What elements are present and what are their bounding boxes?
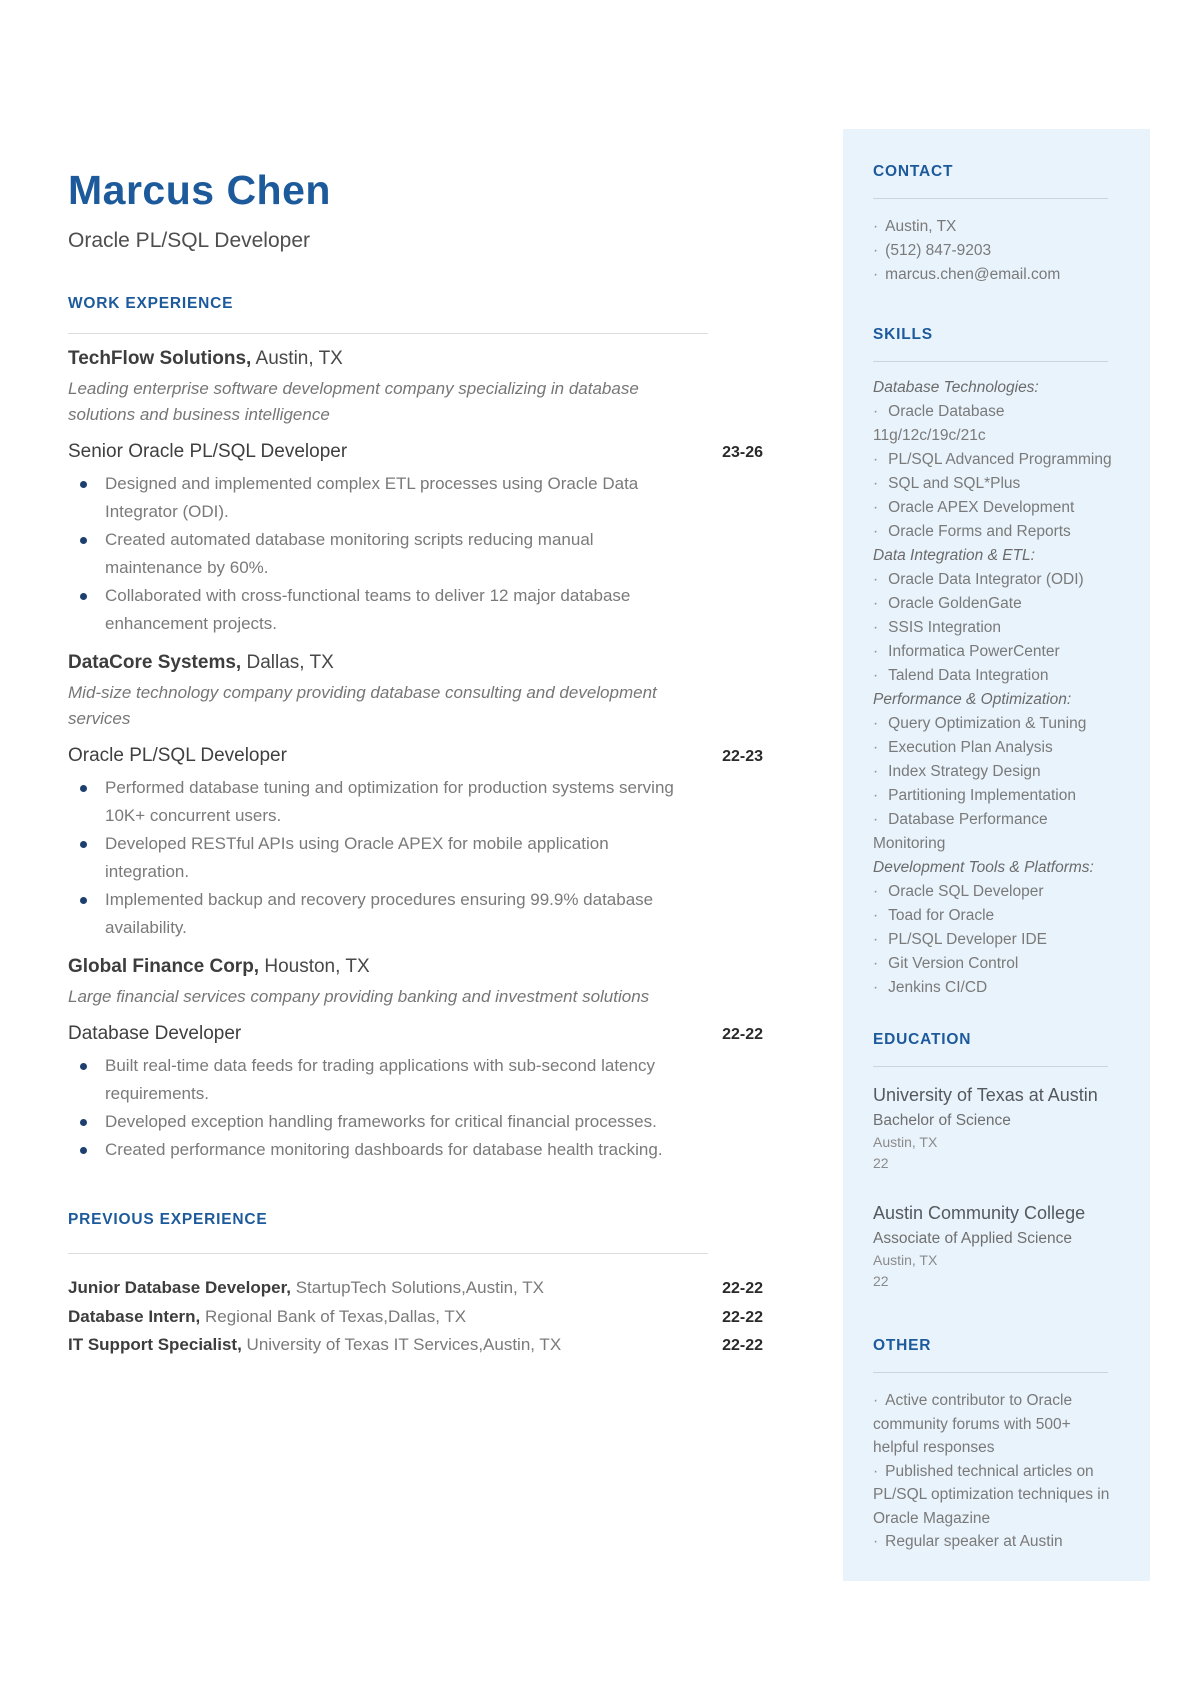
- sidebar-divider: [873, 1066, 1108, 1067]
- skill-item: · PL/SQL Developer IDE: [873, 931, 1047, 948]
- bullet-dot-icon: ·: [873, 242, 879, 259]
- bullet-dot-icon: ·: [873, 523, 879, 540]
- bullet-dot-icon: ·: [873, 499, 879, 516]
- bullet-dot-icon: ·: [873, 475, 879, 492]
- person-name: Marcus Chen: [68, 167, 331, 213]
- previous-experience-row: [68, 1274, 763, 1303]
- sidebar-divider: [873, 361, 1108, 362]
- skill-item: · Informatica PowerCenter: [873, 643, 1060, 660]
- previous-role-title: IT Support Specialist,: [68, 1335, 242, 1354]
- company-line: [68, 346, 763, 371]
- school-year: 22: [873, 1155, 889, 1171]
- bullet-dot-icon: ·: [873, 619, 879, 636]
- skill-item: · Oracle Data Integrator (ODI): [873, 571, 1084, 588]
- work-experience-heading: WORK EXPERIENCE: [68, 295, 234, 312]
- company-description: Leading enterprise software development company specializing in database solutions and business intelligence: [68, 379, 639, 424]
- role-bullet: Developed RESTful APIs using Oracle APEX for mobile application integration.: [105, 830, 680, 886]
- person-title: Oracle PL/SQL Developer: [68, 229, 311, 252]
- education-list: [873, 1083, 1115, 1292]
- school-degree: Associate of Applied Science: [873, 1230, 1073, 1247]
- role-header: [68, 439, 763, 465]
- skill-item: · Query Optimization & Tuning: [873, 715, 1087, 732]
- role-dates: 22-22: [722, 1026, 763, 1043]
- role-title: Oracle PL/SQL Developer: [68, 745, 287, 766]
- bullet-dot-icon: ·: [873, 979, 879, 996]
- bullet-dot-icon: ·: [873, 1462, 879, 1480]
- bullet-dot-icon: ·: [873, 1533, 879, 1550]
- role-bullet: Developed exception handling frameworks for critical financial processes.: [105, 1108, 680, 1136]
- work-experience-list: [68, 346, 763, 1164]
- bullet-dot-icon: ·: [873, 266, 879, 283]
- previous-role-dates: 22-22: [722, 1337, 763, 1354]
- main-column: [68, 0, 763, 1360]
- role-bullet: Performed database tuning and optimization for production systems serving 10K+ concurrent users.: [105, 774, 680, 830]
- role-title: Database Developer: [68, 1023, 242, 1044]
- contact-item: · Austin, TX: [873, 218, 957, 235]
- previous-experience-row: [68, 1303, 763, 1332]
- skill-item: · Database Performance Monitoring: [873, 811, 1048, 852]
- previous-role-title: Junior Database Developer,: [68, 1278, 291, 1297]
- bullet-dot-icon: ·: [873, 955, 879, 972]
- previous-role-dates: 22-22: [722, 1280, 763, 1297]
- previous-experience-row: [68, 1331, 763, 1360]
- role-dates: 22-23: [722, 748, 763, 765]
- bullet-dot-icon: ·: [873, 571, 879, 588]
- bullet-dot-icon: ·: [873, 883, 879, 900]
- skill-item: · Jenkins CI/CD: [873, 979, 988, 996]
- company-name: TechFlow Solutions,: [68, 348, 252, 369]
- education-heading: EDUCATION: [873, 1031, 972, 1048]
- skill-category: Performance & Optimization:: [873, 691, 1072, 708]
- company-line: [68, 650, 763, 675]
- role-title: Senior Oracle PL/SQL Developer: [68, 441, 348, 462]
- role-bullet: Created automated database monitoring scripts reducing manual maintenance by 60%.: [105, 526, 680, 582]
- school-name: University of Texas at Austin: [873, 1085, 1098, 1105]
- role-bullet: Implemented backup and recovery procedures ensuring 99.9% database availability.: [105, 886, 680, 942]
- company-location: Dallas, TX: [246, 652, 334, 673]
- skill-item: · Index Strategy Design: [873, 763, 1041, 780]
- contact-heading: CONTACT: [873, 163, 954, 180]
- previous-role-title: Database Intern,: [68, 1306, 201, 1326]
- section-divider: [68, 1253, 708, 1254]
- sidebar-divider: [873, 198, 1108, 199]
- school-location: Austin, TX: [873, 1252, 938, 1268]
- company-location: Austin, TX: [255, 348, 343, 369]
- school-location: Austin, TX: [873, 1134, 938, 1150]
- sidebar-divider: [873, 1372, 1108, 1373]
- role-bullet: Built real-time data feeds for trading applications with sub-second latency requirements.: [105, 1052, 680, 1108]
- bullet-dot-icon: ·: [873, 739, 879, 756]
- bullet-dot-icon: ·: [873, 451, 879, 468]
- skill-item: · PL/SQL Advanced Programming: [873, 451, 1112, 468]
- skills-list: [873, 376, 1115, 1000]
- contact-list: [873, 215, 1115, 287]
- previous-role-text: IT Support Specialist, University of Texas IT Services,Austin, TX: [68, 1335, 562, 1354]
- section-divider: [68, 333, 708, 334]
- company-name: Global Finance Corp,: [68, 956, 260, 977]
- school-name: Austin Community College: [873, 1203, 1086, 1223]
- skill-category: Database Technologies:: [873, 379, 1039, 396]
- company-location: Houston, TX: [264, 956, 370, 977]
- bullet-dot-icon: ·: [873, 811, 879, 828]
- skill-item: · SQL and SQL*Plus: [873, 475, 1021, 492]
- bullet-dot-icon: ·: [873, 715, 879, 732]
- other-item: · Published technical articles on PL/SQL optimization techniques in Oracle Magazine: [873, 1462, 1110, 1527]
- skill-category: Development Tools & Platforms:: [873, 859, 1094, 876]
- role-dates: 23-26: [722, 444, 763, 461]
- sidebar-column: [873, 0, 1115, 1554]
- role-bullet: Collaborated with cross-functional teams to deliver 12 major database enhancement projects.: [105, 582, 680, 638]
- other-heading: OTHER: [873, 1337, 932, 1354]
- skill-item: · SSIS Integration: [873, 619, 1002, 636]
- bullet-dot-icon: ·: [873, 595, 879, 612]
- skill-category: Data Integration & ETL:: [873, 547, 1035, 564]
- company-description: Large financial services company providing banking and investment solutions: [68, 987, 650, 1006]
- skill-item: · Oracle APEX Development: [873, 499, 1075, 516]
- company-entry: [68, 954, 763, 1164]
- bullet-dot-icon: ·: [873, 667, 879, 684]
- previous-role-text: Junior Database Developer, StartupTech Solutions,Austin, TX: [68, 1278, 544, 1297]
- school-degree: Bachelor of Science: [873, 1112, 1011, 1129]
- other-item: · Active contributor to Oracle community forums with 500+ helpful responses: [873, 1392, 1073, 1456]
- skill-item: · Talend Data Integration: [873, 667, 1049, 684]
- previous-role-dates: 22-22: [722, 1308, 763, 1326]
- bullet-dot-icon: ·: [873, 1392, 879, 1409]
- skill-item: · Oracle SQL Developer: [873, 883, 1044, 900]
- company-line: [68, 954, 763, 979]
- education-entry: [873, 1083, 1115, 1174]
- skill-item: · Oracle GoldenGate: [873, 595, 1022, 612]
- bullet-dot-icon: ·: [873, 931, 879, 948]
- skill-item: · Toad for Oracle: [873, 907, 995, 924]
- role-bullet: Created performance monitoring dashboards for database health tracking.: [105, 1136, 680, 1164]
- contact-item: · (512) 847-9203: [873, 242, 992, 259]
- skills-heading: SKILLS: [873, 326, 933, 343]
- role-bullet-list: [68, 1052, 763, 1164]
- company-name: DataCore Systems,: [68, 652, 242, 673]
- role-bullet-list: [68, 774, 763, 942]
- bullet-dot-icon: ·: [873, 763, 879, 780]
- bullet-dot-icon: ·: [873, 403, 879, 420]
- skill-item: · Partitioning Implementation: [873, 787, 1076, 804]
- school-year: 22: [873, 1273, 889, 1289]
- role-bullet-list: [68, 470, 763, 638]
- bullet-dot-icon: ·: [873, 787, 879, 804]
- skill-item: · Oracle Forms and Reports: [873, 523, 1071, 540]
- previous-role-text: Database Intern, Regional Bank of Texas,Dallas, TX: [68, 1306, 467, 1326]
- company-entry: [68, 650, 763, 942]
- skill-item: · Oracle Database 11g/12c/19c/21c: [873, 403, 1005, 444]
- education-entry: [873, 1201, 1115, 1292]
- role-header: [68, 743, 763, 769]
- other-list: [873, 1389, 1115, 1554]
- skill-item: · Git Version Control: [873, 955, 1019, 972]
- previous-experience-heading: PREVIOUS EXPERIENCE: [68, 1211, 268, 1228]
- role-header: [68, 1021, 763, 1047]
- previous-experience-list: [68, 1274, 763, 1360]
- other-item: · Regular speaker at Austin: [873, 1533, 1063, 1550]
- contact-item: · marcus.chen@email.com: [873, 266, 1061, 283]
- company-entry: [68, 346, 763, 638]
- bullet-dot-icon: ·: [873, 643, 879, 660]
- company-description: Mid-size technology company providing database consulting and development services: [68, 683, 657, 728]
- bullet-dot-icon: ·: [873, 218, 879, 235]
- skill-item: · Execution Plan Analysis: [873, 739, 1053, 756]
- bullet-dot-icon: ·: [873, 907, 879, 924]
- role-bullet: Designed and implemented complex ETL processes using Oracle Data Integrator (ODI).: [105, 470, 680, 526]
